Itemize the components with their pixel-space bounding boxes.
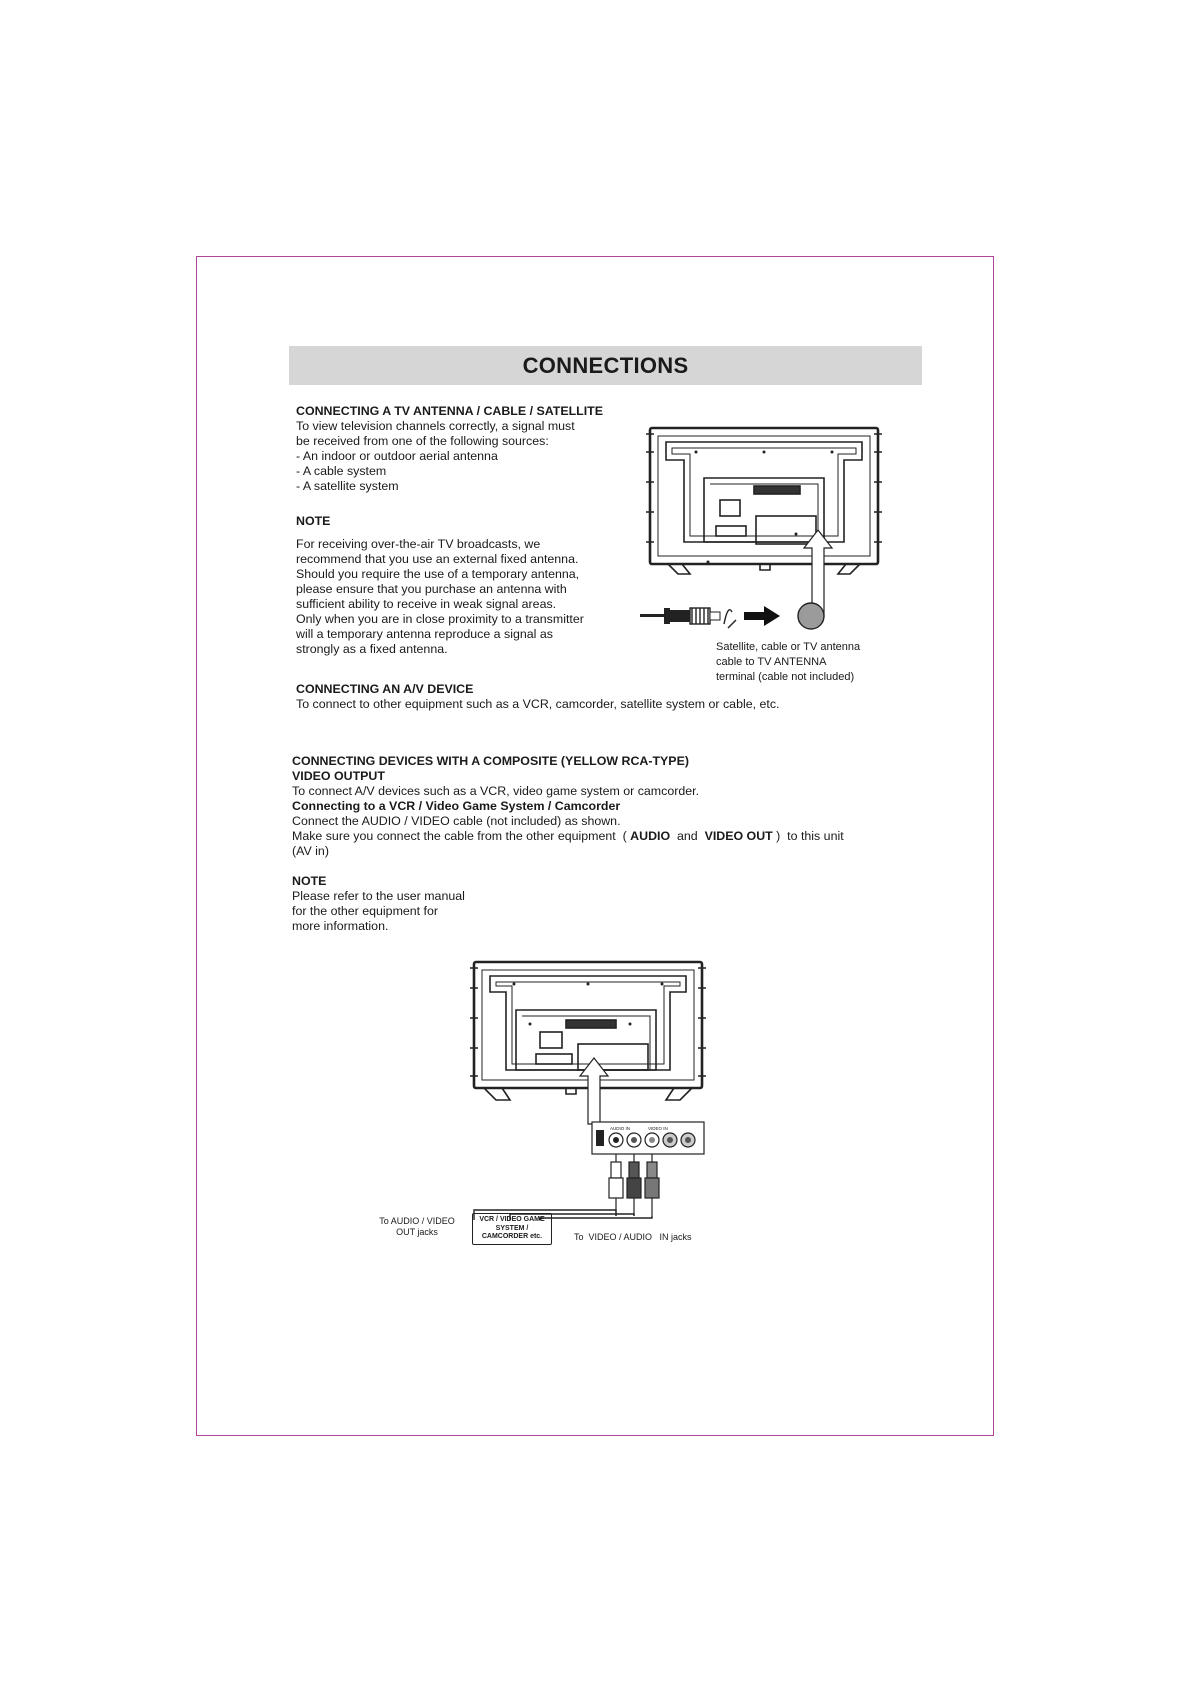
panel-audio-label: AUDIO IN [610, 1126, 631, 1131]
composite-subheading: Connecting to a VCR / Video Game System / Camcorder [292, 799, 621, 813]
note-line: Please refer to the user manual [292, 889, 465, 903]
av-device-line: To connect to other equipment such as a VCR, camcorder, satellite system or cable, etc. [296, 697, 780, 711]
tv-rear-antenna-diagram [644, 422, 884, 622]
caption-line: terminal (cable not included) [716, 671, 855, 683]
note-line: sufficient ability to receive in weak signal areas. [296, 597, 557, 611]
composite-heading-2: VIDEO OUTPUT [292, 769, 385, 783]
av-device-section [296, 682, 779, 712]
line-text: ) to this unit [772, 829, 844, 843]
antenna-diagram-caption [716, 640, 860, 685]
note-line: recommend that you use an external fixed antenna. [296, 552, 579, 566]
label-line: To AUDIO / VIDEO [379, 1216, 455, 1226]
antenna-heading: CONNECTING A TV ANTENNA / CABLE / SATELLITE [296, 404, 604, 418]
composite-section [292, 754, 844, 860]
antenna-line: - An indoor or outdoor aerial antenna [296, 449, 498, 463]
antenna-line: To view television channels correctly, a signal must [296, 419, 575, 433]
antenna-line: be received from one of the following sources: [296, 434, 549, 448]
composite-line: Connect the AUDIO / VIDEO cable (not included) as shown. [292, 814, 621, 828]
device-box [472, 1213, 552, 1245]
antenna-section [296, 404, 603, 494]
panel-video-label: VIDEO IN [648, 1126, 668, 1131]
label-video-audio-in: To VIDEO / AUDIO IN jacks [574, 1232, 692, 1242]
note-line: Should you require the use of a temporary antenna, [296, 567, 580, 581]
label-audio-video-out [372, 1216, 462, 1238]
note-heading: NOTE [292, 874, 327, 888]
device-box-line: SYSTEM / [495, 1224, 529, 1232]
antenna-note [296, 514, 584, 657]
note-line: will a temporary antenna reproduce a signal as [296, 627, 553, 641]
device-box-line: CAMCORDER etc. [481, 1233, 543, 1240]
tv-rear-av-diagram [470, 958, 710, 1128]
composite-heading: CONNECTING DEVICES WITH A COMPOSITE (YELLOW RCA-TYPE) [292, 754, 689, 768]
label-line: OUT jacks [396, 1227, 438, 1237]
composite-line-2 [292, 829, 844, 844]
composite-line-3: (AV in) [292, 844, 329, 858]
note-line: please ensure that you purchase an antenna with [296, 582, 567, 596]
note-line: For receiving over-the-air TV broadcasts, we [296, 537, 541, 551]
av-device-heading: CONNECTING AN A/V DEVICE [296, 682, 474, 696]
composite-note [292, 874, 465, 934]
caption-line: Satellite, cable or TV antenna [716, 641, 861, 653]
page-title: CONNECTIONS [289, 346, 922, 385]
composite-intro: To connect A/V devices such as a VCR, video game system or camcorder. [292, 784, 700, 798]
device-box-line: VCR / VIDEO GAME [479, 1216, 545, 1223]
note-line: for the other equipment for [292, 904, 439, 918]
antenna-line: - A satellite system [296, 479, 399, 493]
audio-label: AUDIO [630, 829, 671, 843]
line-text: and [670, 829, 705, 843]
note-heading: NOTE [296, 514, 331, 528]
line-text: Make sure you connect the cable from the other equipment ( [292, 829, 631, 843]
note-line: strongly as a fixed antenna. [296, 642, 448, 656]
caption-line: cable to TV ANTENNA [716, 656, 827, 668]
antenna-line: - A cable system [296, 464, 387, 478]
note-line: Only when you are in close proximity to a transmitter [296, 612, 584, 626]
note-line: more information. [292, 919, 389, 933]
video-out-label: VIDEO OUT [704, 829, 773, 843]
antenna-cable-diagram [640, 598, 840, 634]
